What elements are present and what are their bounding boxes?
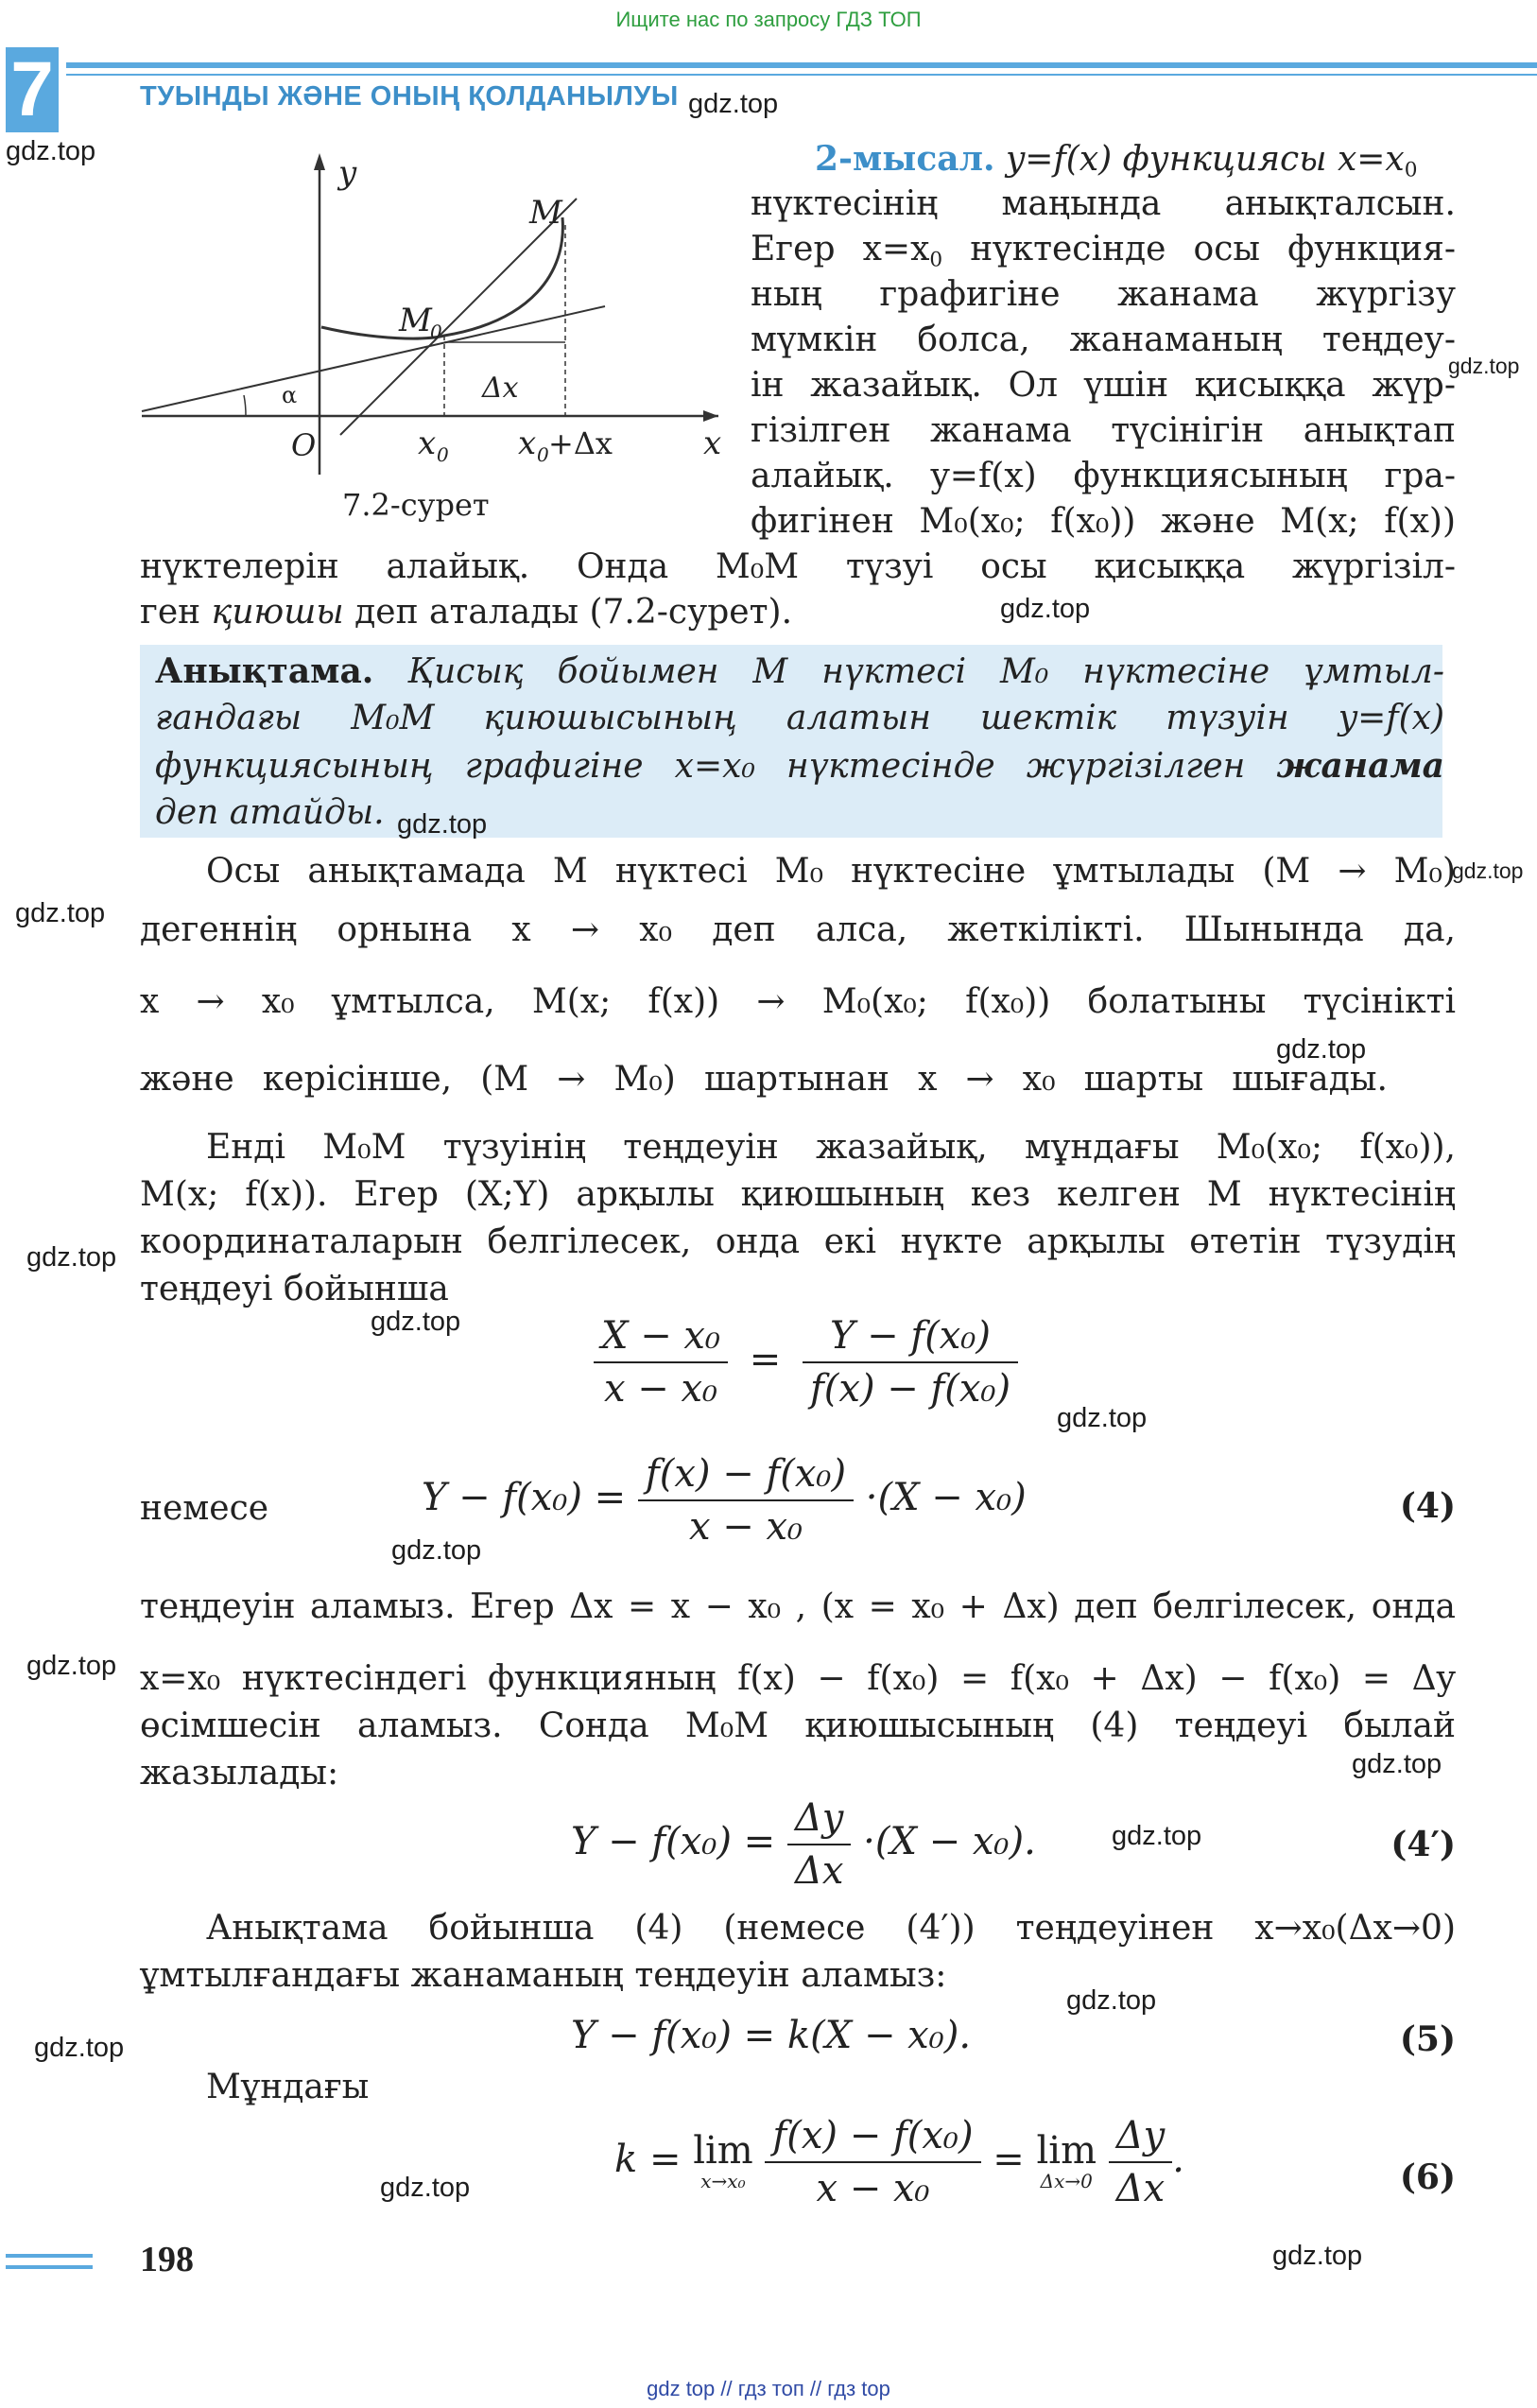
x-label: x bbox=[703, 424, 722, 462]
body-p1-line-1: Осы анықтамада M нүктесі M₀ нүктесіне ұмтылады (M → M₀) bbox=[206, 852, 1456, 891]
body-p3-line-3: өсімшесін аламыз. Сонда M₀M қиюшысының (4) теңдеуі былай bbox=[140, 1706, 1456, 1745]
chapter-rule-thin bbox=[66, 74, 1537, 76]
m0-label: M bbox=[399, 302, 432, 339]
watermark: gdz.top bbox=[1352, 1749, 1442, 1779]
watermark: gdz.top bbox=[6, 136, 96, 166]
example-line-5: мүмкін болса, жанаманың теңдеу- bbox=[751, 320, 1456, 359]
x0-sub: 0 bbox=[437, 443, 449, 466]
where-word: Мұндағы bbox=[206, 2068, 370, 2106]
figure-caption: 7.2-сурет bbox=[342, 487, 490, 523]
example-line-1: 2-мысал. y=f(x) функциясы $x=x_0$ bbox=[815, 139, 1418, 182]
alpha-arc bbox=[244, 395, 246, 416]
example-line-7: гізілген жанама түсінігін анықтап bbox=[751, 411, 1456, 450]
watermark: gdz.top bbox=[397, 809, 488, 840]
watermark: gdz.top bbox=[380, 2173, 471, 2203]
equation-5: Y − f(x₀) = k(X − x₀). bbox=[571, 2014, 972, 2057]
example-label: 2-мысал. bbox=[815, 139, 995, 179]
eq1-right-num: Y − f(x₀) bbox=[803, 1314, 1018, 1363]
watermark: gdz.top bbox=[371, 1307, 461, 1337]
body-p3-line-2: x=x₀ нүктесіндегі функцияның f(x) − f(x₀) = f(x₀ + Δx) − f(x₀) = Δy bbox=[140, 1659, 1456, 1698]
example-line-3: Егер $x=x_0$ нүктесінде осы функция- bbox=[751, 230, 1457, 272]
x-axis-arrow bbox=[703, 410, 718, 422]
example-line-4: ның графигіне жанама жүргізу bbox=[751, 275, 1456, 314]
m0-sub: 0 bbox=[430, 320, 442, 343]
watermark: gdz.top bbox=[26, 1242, 117, 1273]
dx-label: Δx bbox=[482, 372, 519, 405]
definition-line-2: ғандағы M₀M қиюшысының алатын шектік түзуін y=f(x) bbox=[155, 699, 1444, 737]
x0-label: x bbox=[418, 424, 437, 462]
chapter-title: ТУЫНДЫ ЖӘНЕ ОНЫҢ ҚОЛДАНЫЛУЫ bbox=[140, 81, 679, 112]
alpha-label: α bbox=[282, 382, 298, 408]
chapter-rule bbox=[66, 62, 1537, 68]
watermark: gdz.top bbox=[1276, 1034, 1367, 1065]
watermark: gdz.top bbox=[1000, 594, 1091, 624]
equation-4-prime-number: (4′) bbox=[1390, 1825, 1456, 1864]
eq1-left-num: X − x₀ bbox=[594, 1314, 728, 1363]
body-p1-line-2: дегеннің орнына x → x₀ деп алса, жеткілікті. Шынында да, bbox=[140, 910, 1456, 949]
bottom-note: gdz top // гдз топ // гдз top bbox=[647, 2377, 890, 2400]
watermark: gdz.top bbox=[1272, 2241, 1363, 2271]
equation-two-point-line: $\frac{\text{X − x₀}}{\text{x − x₀}}$ = $\frac{\text{Y − f(x₀)}}{\text{f(x) − f(x₀)}}$ bbox=[594, 1314, 1018, 1411]
example-line-2: нүктесінің маңында анықталсын. bbox=[751, 184, 1456, 223]
body-p1-line-4: және керісінше, (M → M₀) шартынан x → x₀ шарты шығады. bbox=[140, 1060, 1388, 1099]
x0dx-tail: +Δx bbox=[548, 425, 613, 461]
equation-6: k = lim x→x₀ $\frac{\text{f(x) − f(x₀)}}{\text{x − x₀}}$ = lim Δx→0 $\frac{\Delta y}{\Delta x}$ . bbox=[614, 2114, 1184, 2210]
tangent-line bbox=[142, 306, 605, 411]
equation-4-prime: Y − f(x₀) = $\frac{\Delta y}{\Delta x}$ ·(X − x₀). bbox=[571, 1796, 1036, 1893]
definition-line-3: функциясының графигіне x=x₀ нүктесінде жүргізілген жанама bbox=[155, 746, 1444, 786]
tangent-figure bbox=[132, 142, 737, 482]
body-p3-line-4: жазылады: bbox=[140, 1754, 339, 1793]
equation-4: Y − f(x₀) = $\frac{\text{f(x) − f(x₀)}}{\text{x − x₀}}$ ·(X − x₀) bbox=[422, 1452, 1027, 1549]
watermark: gdz.top bbox=[1057, 1403, 1148, 1433]
example-line-9: фигінен M₀(x₀; f(x₀)) және M(x; f(x)) bbox=[751, 502, 1456, 541]
eq1-left-den: x − x₀ bbox=[603, 1367, 718, 1411]
watermark: gdz.top bbox=[1448, 354, 1520, 378]
body-p2-line-4: теңдеуі бойынша bbox=[140, 1270, 449, 1308]
x0dx-label: x bbox=[518, 424, 537, 462]
body-p4-line-1: Анықтама бойынша (4) (немесе (4′)) теңдеуінен x→x₀(Δx→0) bbox=[206, 1909, 1456, 1948]
body-p2-line-3: координаталарын белгілесек, онда екі нүкте арқылы өтетін түзудің bbox=[140, 1222, 1456, 1261]
example-line-11: ген қиюшы деп аталады (7.2-сурет). bbox=[140, 593, 793, 632]
watermark: gdz.top bbox=[1066, 1985, 1157, 2016]
page-stripe bbox=[6, 2265, 93, 2269]
page-number: 198 bbox=[140, 2240, 194, 2279]
m-label: M bbox=[529, 194, 562, 232]
definition-label: Анықтама. bbox=[155, 651, 374, 691]
watermark: gdz.top bbox=[26, 1651, 117, 1681]
chapter-number: 7 bbox=[6, 47, 59, 132]
eq1-right-den: f(x) − f(x₀) bbox=[809, 1367, 1011, 1411]
watermark: gdz.top bbox=[1452, 858, 1524, 883]
body-p4-line-2: ұмтылғандағы жанаманың теңдеуін аламыз: bbox=[140, 1956, 947, 1995]
example-line-10: нүктелерін алайық. Онда M₀M түзуі осы қисыққа жүргізіл- bbox=[140, 547, 1456, 586]
watermark: gdz.top bbox=[1112, 1821, 1202, 1851]
body-p2-line-1: Енді M₀M түзуінің теңдеуін жазайық, мұндағы M₀(x₀; f(x₀)), bbox=[206, 1128, 1456, 1167]
body-p2-line-2: M(x; f(x)). Егер (X;Y) арқылы қиюшының кез келген M нүктесінің bbox=[140, 1175, 1456, 1214]
body-p1-line-3: x → x₀ ұмтылса, M(x; f(x)) → M₀(x₀; f(x₀)) болатыны түсінікті bbox=[140, 982, 1456, 1021]
page-stripe bbox=[6, 2254, 93, 2258]
equation-6-number: (6) bbox=[1399, 2157, 1456, 2197]
definition-line-1: Анықтама. Қисық бойымен M нүктесі M₀ нүктесіне ұмтыл- bbox=[155, 651, 1444, 691]
watermark: gdz.top bbox=[391, 1535, 482, 1566]
watermark: gdz.top bbox=[34, 2033, 125, 2063]
y-axis-arrow bbox=[314, 153, 325, 170]
or-word: немесе bbox=[140, 1489, 269, 1528]
equation-5-number: (5) bbox=[1399, 2019, 1456, 2059]
origin-label: O bbox=[291, 427, 317, 463]
watermark: gdz.top bbox=[15, 898, 106, 928]
equation-4-number: (4) bbox=[1399, 1486, 1456, 1526]
definition-line-4: деп атайды. bbox=[155, 793, 385, 832]
example-line-8: алайық. y=f(x) функциясының гра- bbox=[751, 457, 1456, 495]
body-p3-line-1: теңдеуін аламыз. Егер Δx = x − x₀ , (x = x₀ + Δx) деп белгілесек, онда bbox=[140, 1587, 1456, 1626]
top-note: Ищите нас по запросу ГДЗ ТОП bbox=[615, 8, 922, 31]
y-label: y bbox=[338, 154, 357, 192]
secant-line bbox=[340, 199, 577, 435]
watermark: gdz.top bbox=[688, 89, 779, 119]
example-line-6: ін жазайық. Ол үшін қисыққа жүр- bbox=[751, 366, 1456, 405]
x0dx-sub: 0 bbox=[537, 443, 549, 466]
